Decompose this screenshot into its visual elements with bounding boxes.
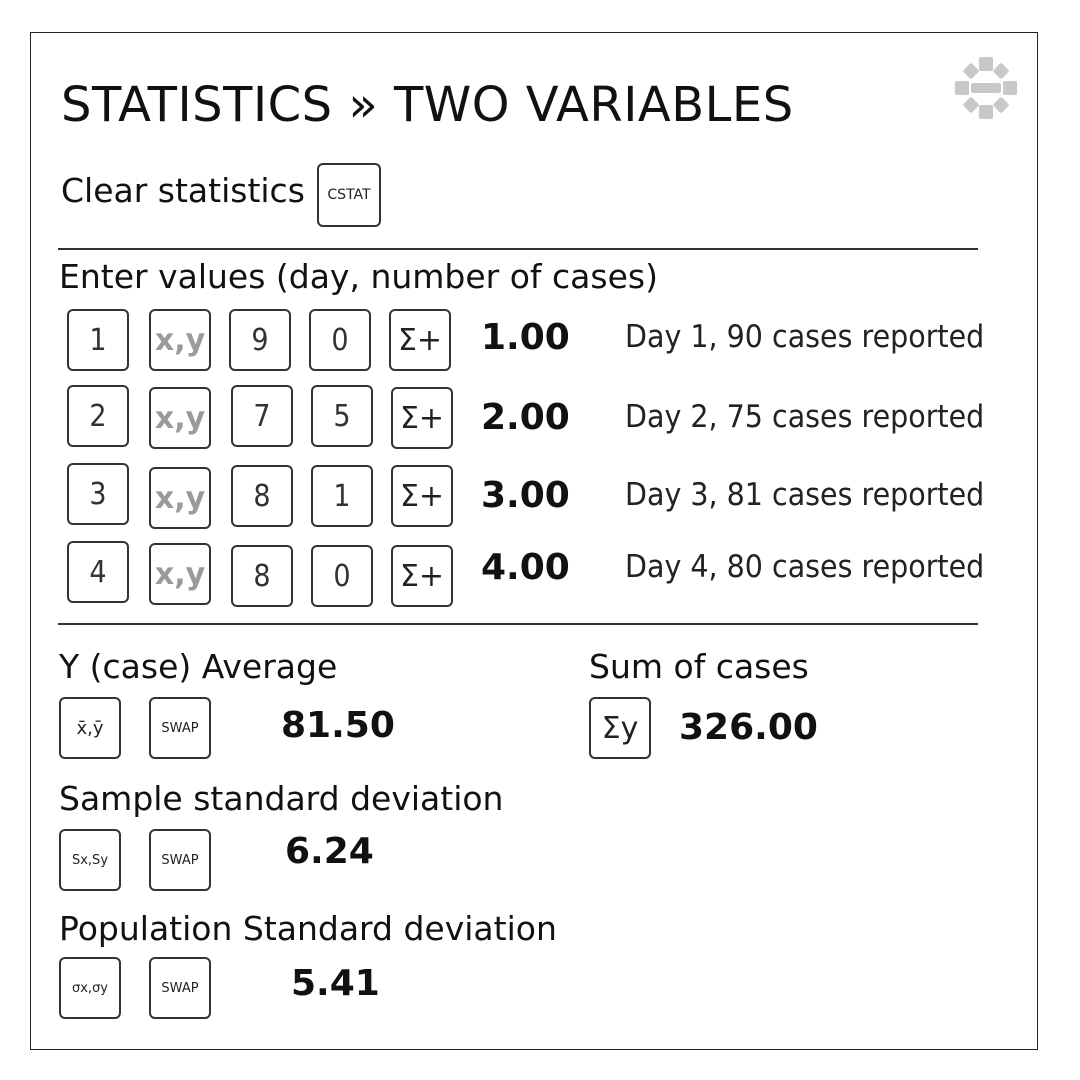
- digit-key-button[interactable]: 5: [311, 385, 373, 447]
- entry-note: Day 4, 80 cases reported: [625, 549, 985, 585]
- population-sd-key-button[interactable]: σx,σy: [59, 957, 121, 1019]
- digit-key-button[interactable]: 4: [67, 541, 129, 603]
- brand-logo-icon: [955, 57, 1017, 119]
- digit-key-button[interactable]: 0: [311, 545, 373, 607]
- xy-separator-key-button[interactable]: x,y: [149, 467, 211, 529]
- clear-statistics-label: Clear statistics: [61, 171, 305, 210]
- entry-heading: Enter values (day, number of cases): [59, 257, 658, 296]
- entry-note: Day 3, 81 cases reported: [625, 477, 985, 513]
- sigma-plus-key-button[interactable]: Σ+: [389, 309, 451, 371]
- sum-label: Sum of cases: [589, 647, 809, 686]
- xy-separator-key-button[interactable]: x,y: [149, 387, 211, 449]
- swap-key-button[interactable]: SWAP: [149, 957, 211, 1019]
- sigma-plus-key-button[interactable]: Σ+: [391, 545, 453, 607]
- xy-separator-key-button[interactable]: x,y: [149, 309, 211, 371]
- digit-key-button[interactable]: 8: [231, 465, 293, 527]
- mean-key-button[interactable]: x̄,ȳ: [59, 697, 121, 759]
- entry-result: 4.00: [481, 547, 570, 588]
- average-value: 81.50: [281, 705, 395, 746]
- sum-y-key-button[interactable]: Σy: [589, 697, 651, 759]
- sum-value: 326.00: [679, 707, 818, 748]
- divider: [58, 623, 978, 625]
- digit-key-button[interactable]: 2: [67, 385, 129, 447]
- entry-result: 2.00: [481, 397, 570, 438]
- statistics-card: [30, 32, 1038, 1050]
- entry-result: 1.00: [481, 317, 570, 358]
- sample-sd-label: Sample standard deviation: [59, 779, 504, 818]
- swap-key-button[interactable]: SWAP: [149, 697, 211, 759]
- digit-key-button[interactable]: 0: [309, 309, 371, 371]
- xy-separator-key-button[interactable]: x,y: [149, 543, 211, 605]
- entry-result: 3.00: [481, 475, 570, 516]
- digit-key-button[interactable]: 9: [229, 309, 291, 371]
- sample-sd-value: 6.24: [285, 831, 374, 872]
- entry-note: Day 2, 75 cases reported: [625, 399, 985, 435]
- entry-note: Day 1, 90 cases reported: [625, 319, 985, 355]
- digit-key-button[interactable]: 1: [67, 309, 129, 371]
- sigma-plus-key-button[interactable]: Σ+: [391, 465, 453, 527]
- sample-sd-key-button[interactable]: Sx,Sy: [59, 829, 121, 891]
- population-sd-value: 5.41: [291, 963, 380, 1004]
- digit-key-button[interactable]: 1: [311, 465, 373, 527]
- average-label: Y (case) Average: [59, 647, 338, 686]
- swap-key-button[interactable]: SWAP: [149, 829, 211, 891]
- population-sd-label: Population Standard deviation: [59, 909, 557, 948]
- page-title: STATISTICS » TWO VARIABLES: [61, 77, 794, 133]
- sigma-plus-key-button[interactable]: Σ+: [391, 387, 453, 449]
- digit-key-button[interactable]: 3: [67, 463, 129, 525]
- divider: [58, 248, 978, 250]
- digit-key-button[interactable]: 7: [231, 385, 293, 447]
- cstat-key-button[interactable]: CSTAT: [317, 163, 381, 227]
- digit-key-button[interactable]: 8: [231, 545, 293, 607]
